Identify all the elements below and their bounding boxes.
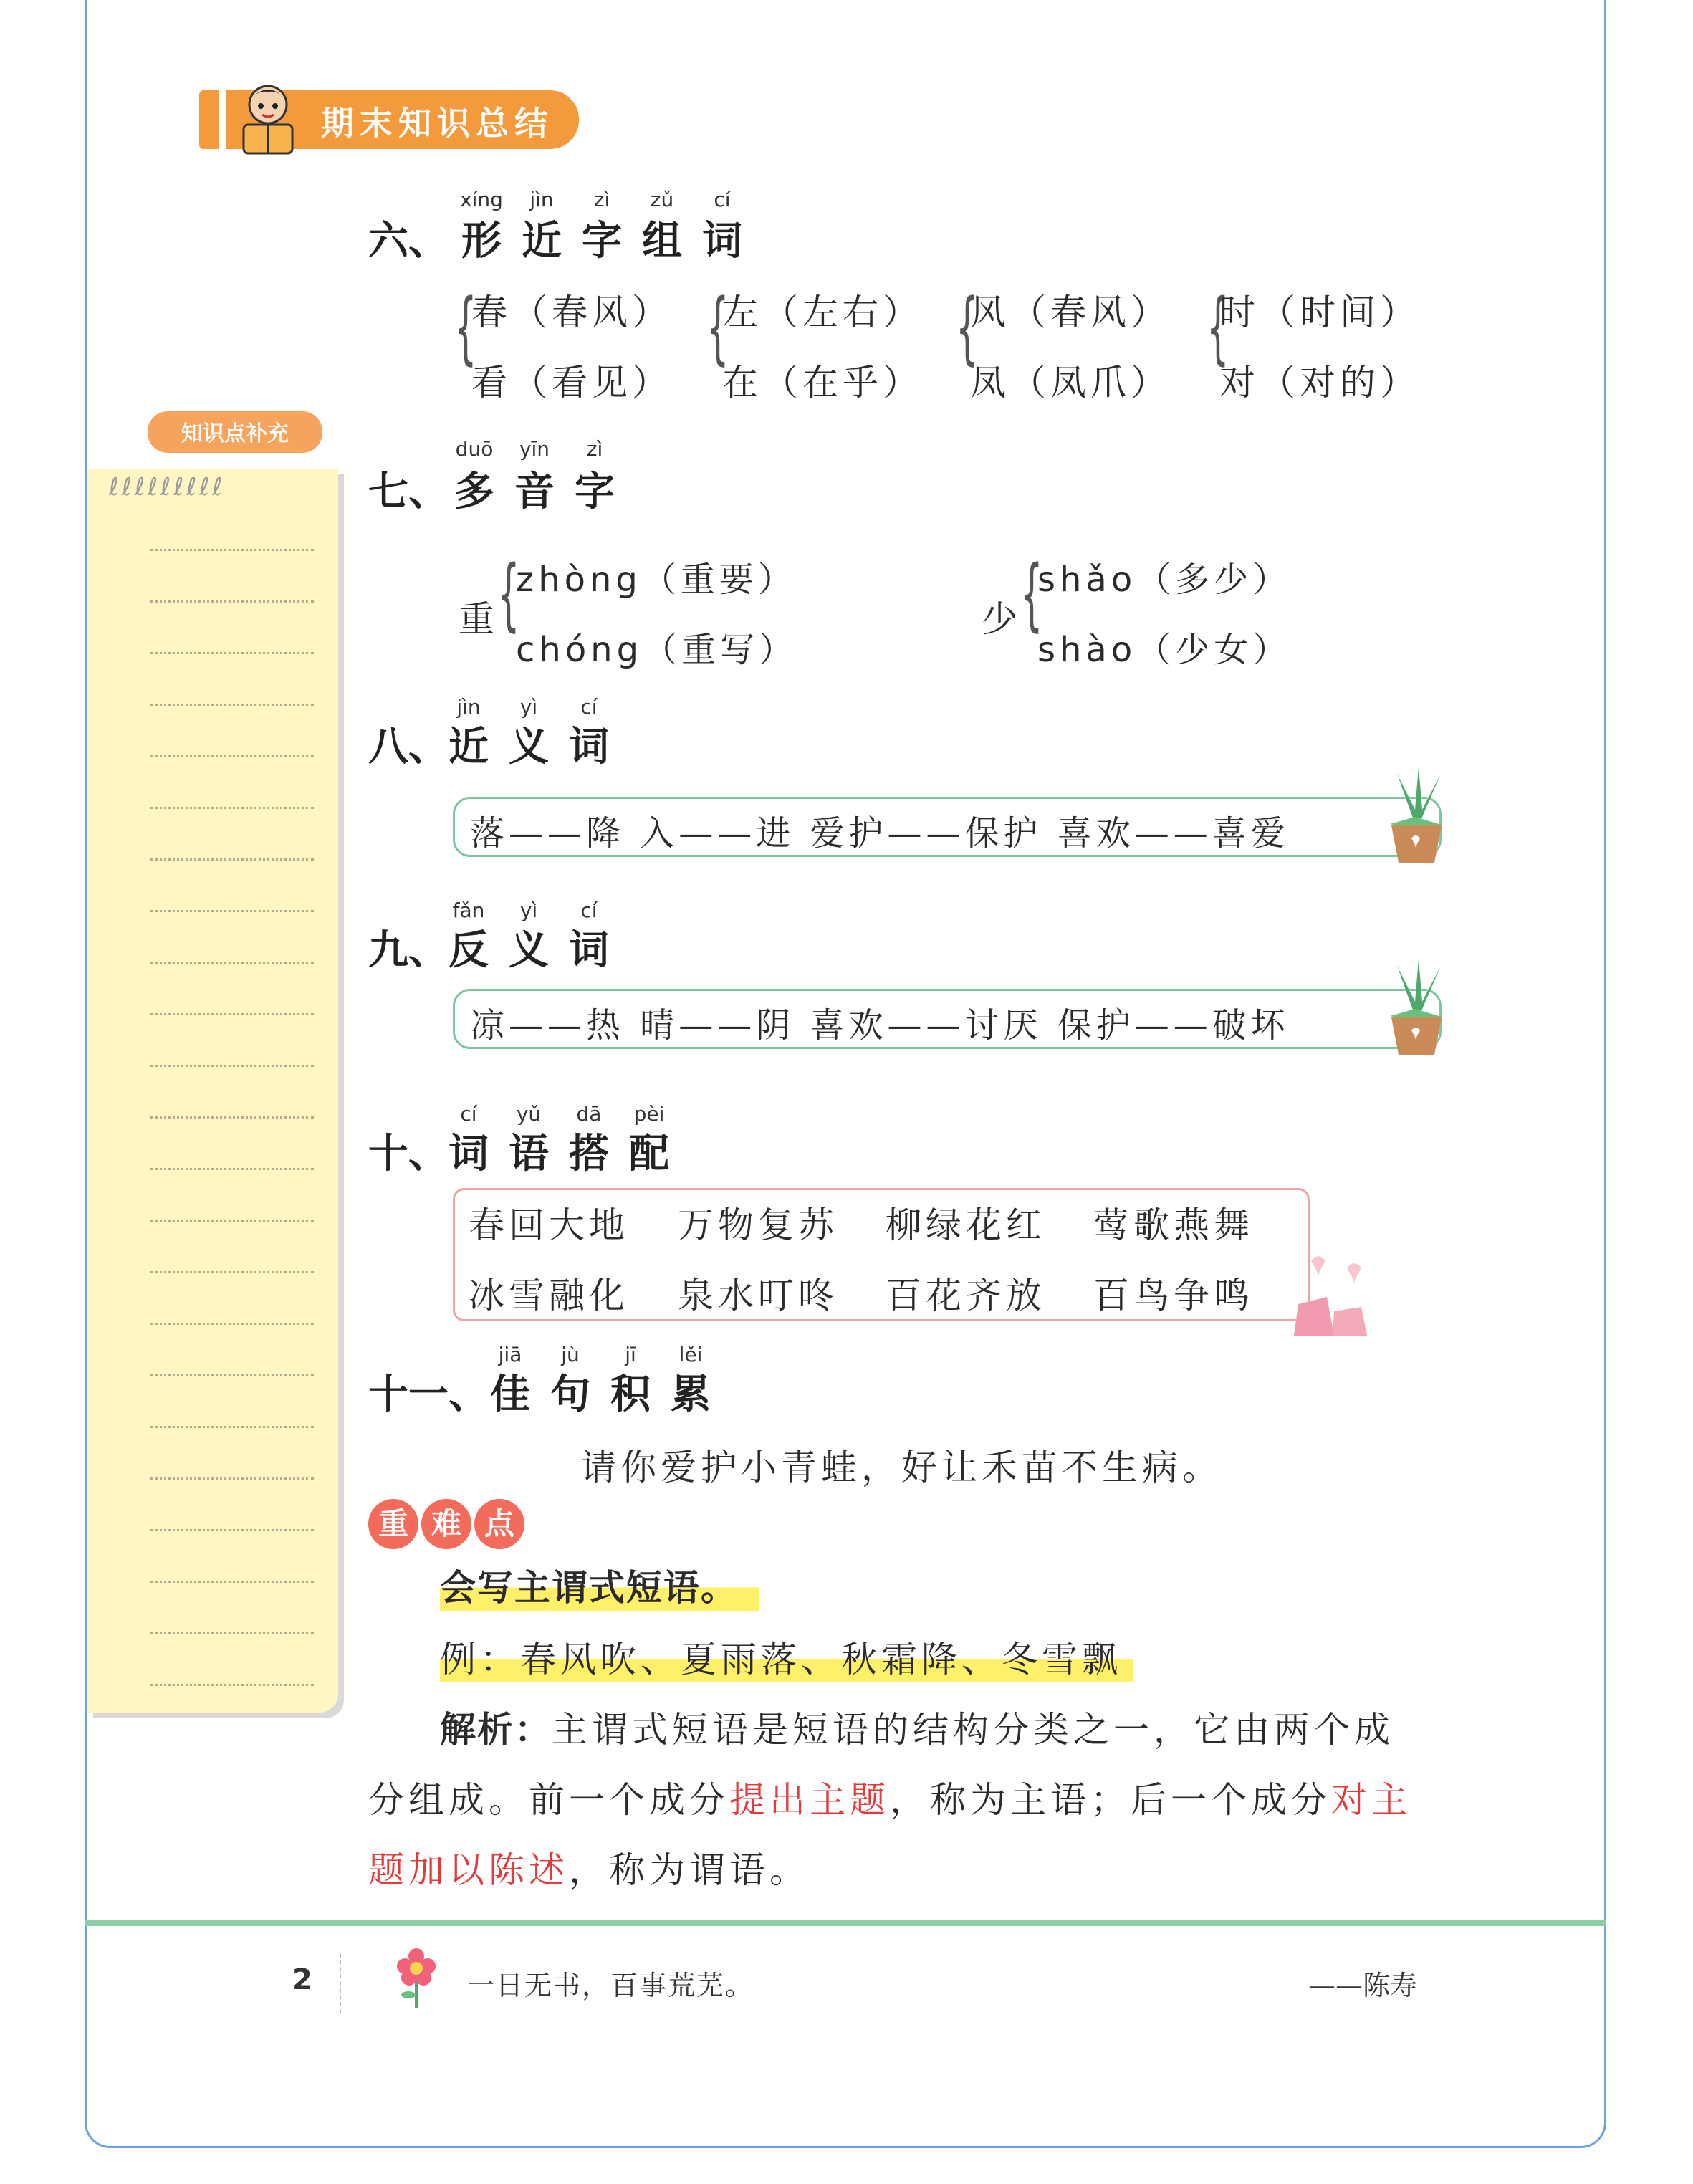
- pinyin: yì: [519, 899, 538, 922]
- badge-bracket: [199, 90, 219, 149]
- brace-icon: {: [956, 282, 979, 373]
- word-pair-item: 看（看见）: [471, 362, 672, 403]
- section-number: 七、: [368, 469, 449, 515]
- section-title-char: 词: [569, 927, 609, 974]
- notes-rule-line: [150, 755, 314, 757]
- pinyin: pèi: [633, 1102, 665, 1126]
- section-title-char: 搭: [569, 1131, 609, 1177]
- pinyin: cí: [580, 899, 598, 922]
- collocation-item: 百鸟争鸣: [1093, 1275, 1254, 1316]
- notes-rule-line: [150, 549, 314, 551]
- pinyin: cí: [580, 695, 598, 719]
- word-pair-item: 春（春风）: [471, 292, 672, 333]
- section-title-char: 词: [449, 1131, 489, 1177]
- polyphone-reading: zhòng（重要）: [516, 560, 797, 600]
- section-title-char: 多: [454, 469, 494, 515]
- section-title-char: 句: [550, 1371, 590, 1418]
- polyphone-char: 少: [982, 598, 1022, 640]
- notes-rule-line: [150, 1116, 314, 1119]
- notes-rule-line: [150, 1374, 314, 1376]
- notes-rule-line: [150, 1323, 314, 1325]
- reading-boy-icon: [228, 77, 308, 158]
- heart-gift-bags-icon: [1282, 1247, 1390, 1340]
- pinyin: yǔ: [516, 1102, 542, 1126]
- analysis-text: 主谓式短语是短语的结构分类之一，它由两个成: [552, 1709, 1394, 1750]
- collocation-item: 万物复苏: [678, 1204, 838, 1246]
- key-point-circle: 点: [474, 1499, 524, 1549]
- analysis-text: ，称为谓语。: [569, 1849, 810, 1891]
- section-title-char: 配: [629, 1131, 669, 1177]
- collocation-item: 柳绿花红: [886, 1204, 1046, 1246]
- notes-rule-line: [150, 600, 314, 603]
- key-point-heading: 会写主谓式短语。: [440, 1559, 759, 1611]
- collocation-item: 泉水叮咚: [678, 1275, 838, 1316]
- header-title: 期末知识总结: [321, 104, 553, 143]
- section-title-char: 累: [671, 1371, 711, 1418]
- analysis-text: 分组成。前一个成分: [368, 1779, 729, 1821]
- synonym-list: 落——降 入——进 爱护——保护 喜欢——喜爱: [470, 813, 1290, 853]
- notes-rule-line: [150, 1426, 314, 1428]
- notes-rule-line: [150, 1581, 314, 1583]
- brace-icon: {: [454, 282, 477, 373]
- notes-rule-line: [150, 1220, 314, 1222]
- key-point-circle: 难: [421, 1499, 471, 1549]
- analysis-line-3: [368, 1841, 810, 1893]
- key-point-example: 例：春风吹、夏雨落、秋霜降、冬雪飘: [440, 1631, 1133, 1682]
- notes-panel: [87, 469, 338, 1713]
- analysis-emphasis: 对主: [1331, 1779, 1411, 1821]
- notes-rule-line: [150, 1632, 314, 1634]
- pinyin: jù: [561, 1343, 580, 1366]
- pinyin: yì: [519, 695, 538, 719]
- section-title-char: 义: [509, 927, 549, 974]
- collocation-item: 百花齐放: [886, 1275, 1046, 1316]
- pinyin: dā: [576, 1102, 602, 1126]
- plant-pot-icon: [1376, 767, 1454, 867]
- collocation-item: 莺歌燕舞: [1093, 1204, 1254, 1246]
- pinyin: duō: [455, 437, 494, 461]
- notes-rule-line: [150, 1065, 314, 1067]
- pinyin: zì: [586, 437, 603, 461]
- pinyin: lěi: [678, 1343, 703, 1366]
- analysis-emphasis: 提出主题: [729, 1779, 890, 1821]
- word-pair-item: 对（对的）: [1219, 362, 1420, 403]
- notes-rule-line: [150, 1477, 314, 1480]
- word-pair-item: 风（春风）: [970, 292, 1171, 333]
- pinyin: jìn: [456, 695, 481, 719]
- pinyin: xíng: [460, 188, 503, 211]
- section-title-char: 组: [642, 218, 682, 264]
- section-title-char: 积: [610, 1371, 651, 1418]
- brace-icon: {: [497, 548, 520, 640]
- notes-rule-line: [150, 1168, 314, 1170]
- collocation-item: 春回大地: [469, 1204, 629, 1246]
- pinyin: cí: [460, 1102, 477, 1126]
- notes-rule-line: [150, 704, 314, 706]
- analysis-text: ，称为主语；后一个成分: [890, 1779, 1331, 1821]
- section-title-char: 反: [449, 927, 489, 974]
- section-number: 八、: [368, 724, 449, 770]
- polyphone-char: 重: [459, 598, 499, 640]
- section-title-char: 近: [449, 724, 489, 770]
- brace-icon: {: [1020, 548, 1043, 640]
- notes-rule-line: [150, 858, 314, 861]
- section-title-char: 字: [582, 218, 622, 264]
- brace-icon: {: [706, 282, 729, 373]
- pinyin: cí: [714, 188, 731, 211]
- section-number: 十、: [368, 1131, 449, 1177]
- notes-rule-line: [150, 1529, 314, 1531]
- page-number: 2: [292, 1963, 312, 1996]
- analysis-line-2: [368, 1771, 1411, 1823]
- notes-rule-line: [150, 1271, 314, 1273]
- analysis-emphasis: 题加以陈述: [368, 1849, 569, 1891]
- notes-rule-line: [150, 1684, 314, 1686]
- analysis-line-1: [440, 1701, 1394, 1753]
- section-title-char: 词: [569, 724, 609, 770]
- footer-rule: [85, 1920, 1606, 1926]
- polyphone-reading: shǎo（多少）: [1037, 560, 1292, 600]
- section-number: 十一、: [368, 1371, 489, 1418]
- notes-rule-line: [150, 807, 314, 809]
- section-title-char: 佳: [490, 1371, 530, 1418]
- notes-rule-line: [150, 910, 314, 912]
- analysis-label: 解析：: [440, 1709, 552, 1750]
- sidebar-tab-label: 知识点补充: [181, 421, 289, 446]
- footer-divider: [340, 1953, 341, 2013]
- section-number: 九、: [368, 927, 449, 974]
- notes-rule-line: [150, 652, 314, 654]
- brace-icon: {: [1207, 282, 1229, 373]
- polyphone-reading: shào（少女）: [1037, 630, 1292, 670]
- section-title-char: 形: [461, 218, 502, 264]
- pinyin: zǔ: [650, 188, 674, 211]
- footer-quote: 一日无书，百事荒芜。: [467, 1970, 754, 2001]
- section-title-char: 义: [509, 724, 549, 770]
- word-pair-item: 时（时间）: [1219, 292, 1420, 333]
- collocation-item: 冰雪融化: [469, 1275, 629, 1316]
- section-title-char: 语: [509, 1131, 549, 1177]
- pinyin: yīn: [519, 437, 550, 461]
- section-title-char: 近: [522, 218, 562, 264]
- key-point-circle: 重: [368, 1499, 418, 1549]
- pinyin: fǎn: [452, 899, 485, 922]
- word-pair-item: 左（左右）: [722, 292, 923, 333]
- word-pair-item: 凤（凤爪）: [970, 362, 1171, 403]
- section-title-char: 音: [514, 469, 555, 515]
- plant-pot-icon: [1376, 959, 1454, 1059]
- notes-rule-line: [150, 962, 314, 964]
- antonym-list: 凉——热 晴——阴 喜欢——讨厌 保护——破坏: [470, 1005, 1290, 1045]
- polyphone-reading: chóng（重写）: [516, 630, 798, 670]
- pinyin: jìn: [529, 188, 554, 211]
- word-pair-item: 在（在乎）: [722, 362, 923, 403]
- section-number: 六、: [368, 218, 449, 264]
- footer-author: ——陈寿: [1308, 1970, 1418, 2001]
- good-sentence: 请你爱护小青蛙，好让禾苗不生病。: [580, 1447, 1222, 1488]
- section-title-char: 词: [702, 218, 742, 264]
- pinyin: jī: [625, 1343, 636, 1366]
- section-title-char: 字: [575, 469, 615, 515]
- spiral-binding-icon: ℓℓℓℓℓℓℓℓℓ: [109, 473, 226, 502]
- flower-icon: [393, 1948, 440, 2009]
- pinyin: jiā: [498, 1343, 522, 1366]
- notes-rule-line: [150, 1013, 314, 1015]
- pinyin: zì: [593, 188, 610, 211]
